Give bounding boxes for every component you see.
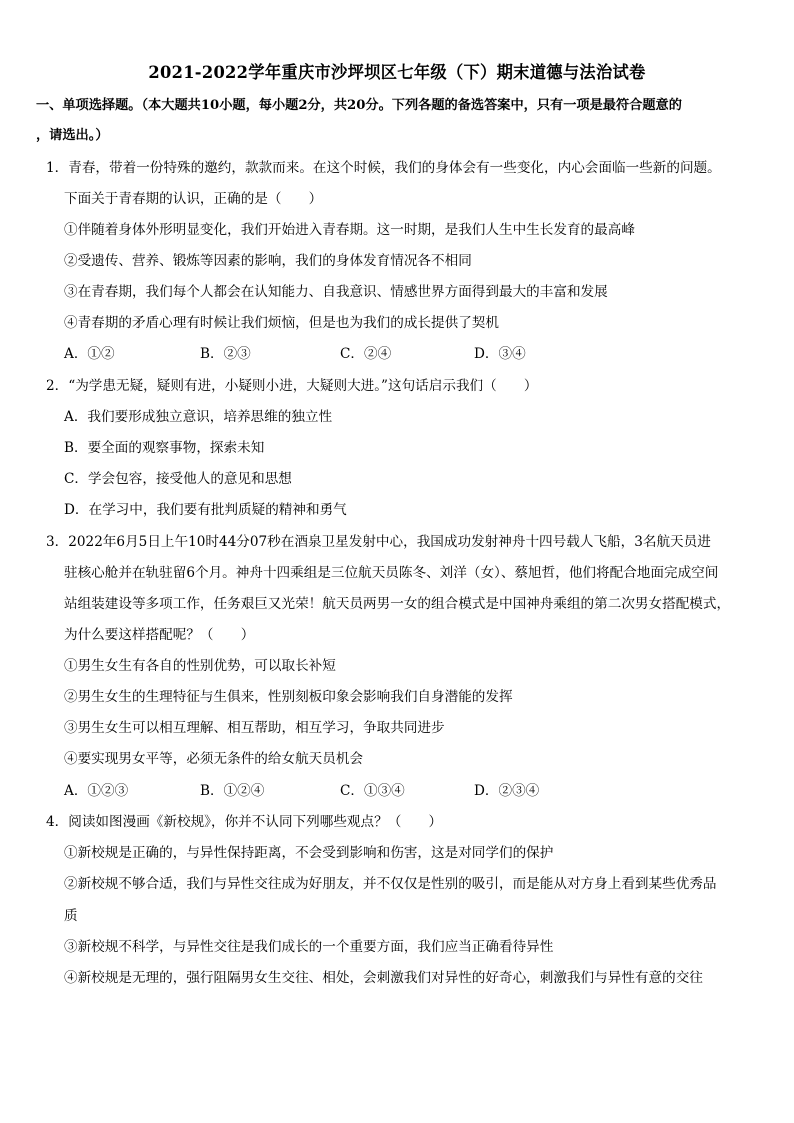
q3-statement-3: ③男生女生可以相互理解、相互帮助，相互学习，争取共同进步 (64, 720, 445, 736)
section-heading-line2: ，请选出。） (36, 128, 109, 143)
q1-option-a: A．①② (64, 346, 115, 362)
q1-stem-line1: 1．青春，带着一份特殊的邀约，款款而来。在这个时候，我们的身体会有一些变化，内心会面临一些新的问题。 (46, 160, 721, 176)
q2-option-c: C．学会包容，接受他人的意见和思想 (64, 471, 292, 487)
q1-option-b: B．②③ (200, 346, 251, 362)
q3-option-d: D．②③④ (474, 783, 540, 799)
q3-stem-line2: 驻核心舱并在轨驻留6个月。神舟十四乘组是三位航天员陈冬、刘洋（女）、蔡旭哲，他们将配合地面完成空间 (64, 565, 719, 581)
q1-stem-line2: 下面关于青春期的认识，正确的是（ ） (64, 191, 323, 207)
q1-statement-2: ②受遗传、营养、锻炼等因素的影响，我们的身体发育情况各不相同 (64, 253, 472, 269)
q4-statement-2-line2: 质 (64, 908, 78, 924)
q3-option-a: A．①②③ (64, 783, 129, 799)
section-heading-line1: 一、单项选择题。（本大题共10小题，每小题2分，共20分。下列各题的备选答案中，只有一项是最符合题意的 (36, 98, 682, 113)
q3-stem-line1: 3．2022年6月5日上午10时44分07秒在酒泉卫星发射中心，我国成功发射神舟十四号载人飞船，3名航天员进 (46, 534, 711, 550)
q4-stem: 4．阅读如图漫画《新校规》，你并不认同下列哪些观点？（ ） (46, 814, 443, 830)
q2-stem: 2．“为学患无疑，疑则有进，小疑则小进，大疑则大进。”这句话启示我们（ ） (46, 378, 538, 394)
q4-statement-1: ①新校规是正确的，与异性保持距离，不会受到影响和伤害，这是对同学们的保护 (64, 845, 554, 861)
q3-option-c: C．①③④ (340, 783, 405, 799)
q2-option-d: D．在学习中，我们要有批判质疑的精神和勇气 (64, 502, 347, 518)
q1-option-d: D．③④ (474, 346, 526, 362)
q4-statement-3: ③新校规不科学，与异性交往是我们成长的一个重要方面，我们应当正确看待异性 (64, 939, 554, 955)
q1-statement-3: ③在青春期，我们每个人都会在认知能力、自我意识、情感世界方面得到最大的丰富和发展 (64, 284, 608, 300)
q2-option-b: B．要全面的观察事物，探索未知 (64, 440, 265, 456)
q4-statement-2-line1: ②新校规不够合适，我们与异性交往成为好朋友，并不仅仅是性别的吸引，而是能从对方身上看到某些优秀品 (64, 876, 717, 892)
q3-statement-1: ①男生女生有各自的性别优势，可以取长补短 (64, 658, 336, 674)
q3-statement-2: ②男生女生的生理特征与生俱来，性别刻板印象会影响我们自身潜能的发挥 (64, 689, 513, 705)
q1-statement-1: ①伴随着身体外形明显变化，我们开始进入青春期。这一时期，是我们人生中生长发育的最高峰 (64, 222, 635, 238)
q3-statement-4: ④要实现男女平等，必须无条件的给女航天员机会 (64, 751, 364, 767)
q1-statement-4: ④青春期的矛盾心理有时候让我们烦恼，但是也为我们的成长提供了契机 (64, 315, 499, 331)
page-title: 2021-2022学年重庆市沙坪坝区七年级（下）期末道德与法治试卷 (148, 63, 646, 83)
q3-stem-line3: 站组装建设等多项工作，任务艰巨又光荣！航天员两男一女的组合模式是中国神舟乘组的第二次男女搭配模式， (64, 596, 731, 612)
q3-stem-line4: 为什么要这样搭配呢？（ ） (64, 627, 255, 643)
q2-option-a: A．我们要形成独立意识，培养思维的独立性 (64, 409, 333, 425)
q1-option-c: C．②④ (340, 346, 392, 362)
q3-option-b: B．①②④ (200, 783, 265, 799)
q4-statement-4: ④新校规是无理的，强行阻隔男女生交往、相处，会刺激我们对异性的好奇心，刺激我们与异性有意的交往 (64, 970, 703, 986)
